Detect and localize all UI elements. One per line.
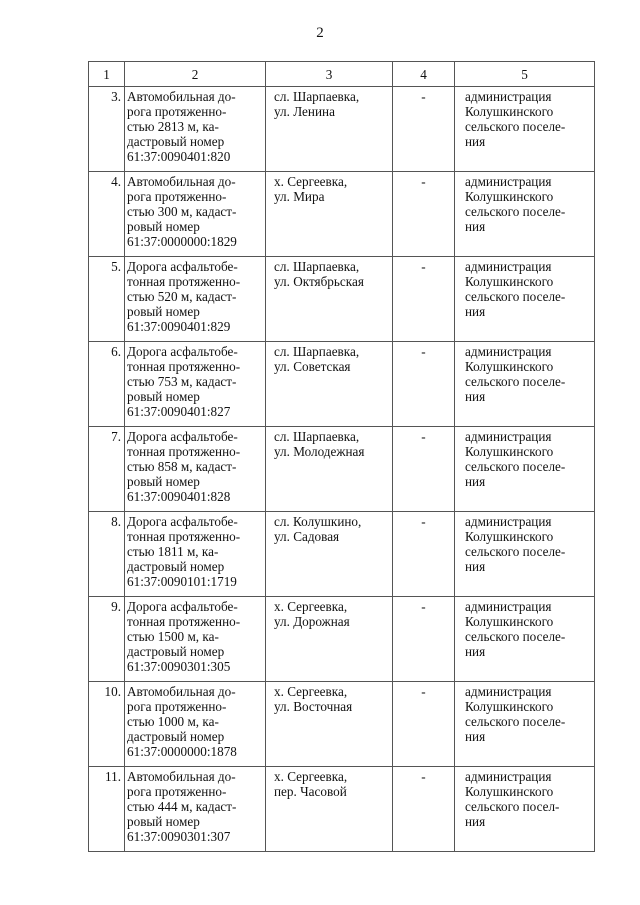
- owner: [455, 767, 595, 852]
- address-line: сл. Шарпаевка,: [274, 259, 360, 274]
- address-line: ул. Октябрьская: [274, 274, 364, 289]
- road-description: [125, 597, 266, 682]
- table-row: [89, 597, 595, 682]
- owner-line: администрация: [465, 769, 552, 784]
- address-line: ул. Восточная: [274, 699, 353, 714]
- description-line: ровый номер: [127, 389, 200, 404]
- table-row: [89, 172, 595, 257]
- description-line: ровый номер: [127, 814, 200, 829]
- description-line: Дорога асфальтобе-: [127, 599, 238, 614]
- description-line: рога протяженно-: [127, 104, 227, 119]
- description-line: Автомобильная до-: [127, 89, 236, 104]
- owner-line: администрация: [465, 344, 552, 359]
- owner: [455, 682, 595, 767]
- owner: [455, 257, 595, 342]
- table-body: [89, 87, 595, 852]
- owner: [455, 512, 595, 597]
- owner-line: сельского поселе-: [465, 119, 566, 134]
- header-col-3: 3: [266, 62, 393, 87]
- row-number: 6.: [89, 342, 125, 427]
- description-line: 61:37:0000000:1829: [127, 234, 237, 249]
- road-description: [125, 767, 266, 852]
- header-col-1: 1: [89, 62, 125, 87]
- description-line: тонная протяженно-: [127, 274, 241, 289]
- description-line: рога протяженно-: [127, 189, 227, 204]
- address-line: сл. Колушкино,: [274, 514, 362, 529]
- owner-line: сельского поселе-: [465, 204, 566, 219]
- description-line: Автомобильная до-: [127, 174, 236, 189]
- address-line: ул. Молодежная: [274, 444, 365, 459]
- owner-line: ния: [465, 134, 486, 149]
- description-line: 61:37:0090101:1719: [127, 574, 237, 589]
- description-line: дастровый номер: [127, 644, 225, 659]
- column-4-value: -: [393, 682, 455, 767]
- description-line: стью 444 м, кадаст-: [127, 799, 237, 814]
- description-line: дастровый номер: [127, 729, 225, 744]
- row-number: 9.: [89, 597, 125, 682]
- description-line: стью 520 м, кадаст-: [127, 289, 237, 304]
- description-line: стью 753 м, кадаст-: [127, 374, 237, 389]
- owner-line: администрация: [465, 514, 552, 529]
- column-4-value: -: [393, 172, 455, 257]
- owner-line: ния: [465, 474, 486, 489]
- description-line: тонная протяженно-: [127, 444, 241, 459]
- road-address: [266, 427, 393, 512]
- description-line: 61:37:0090401:820: [127, 149, 231, 164]
- address-line: ул. Дорожная: [274, 614, 350, 629]
- address-line: ул. Садовая: [274, 529, 340, 544]
- road-address: [266, 682, 393, 767]
- address-line: пер. Часовой: [274, 784, 347, 799]
- address-line: х. Сергеевка,: [274, 684, 348, 699]
- address-line: сл. Шарпаевка,: [274, 89, 360, 104]
- address-line: х. Сергеевка,: [274, 599, 348, 614]
- road-address: [266, 172, 393, 257]
- owner-line: Колушкинского: [465, 614, 554, 629]
- owner-line: сельского поселе-: [465, 289, 566, 304]
- owner-line: Колушкинского: [465, 529, 554, 544]
- table-row: [89, 682, 595, 767]
- owner-line: администрация: [465, 89, 552, 104]
- owner: [455, 597, 595, 682]
- column-4-value: -: [393, 427, 455, 512]
- owner-line: Колушкинского: [465, 189, 554, 204]
- header-col-4: 4: [393, 62, 455, 87]
- road-description: [125, 682, 266, 767]
- owner: [455, 87, 595, 172]
- row-number: 10.: [89, 682, 125, 767]
- description-line: дастровый номер: [127, 134, 225, 149]
- column-4-value: -: [393, 767, 455, 852]
- description-line: стью 858 м, кадаст-: [127, 459, 237, 474]
- road-address: [266, 257, 393, 342]
- column-4-value: -: [393, 342, 455, 427]
- road-description: [125, 87, 266, 172]
- header-col-5: 5: [455, 62, 595, 87]
- owner-line: сельского поселе-: [465, 374, 566, 389]
- description-line: тонная протяженно-: [127, 359, 241, 374]
- owner-line: ния: [465, 729, 486, 744]
- table-row: [89, 767, 595, 852]
- description-line: Дорога асфальтобе-: [127, 344, 238, 359]
- row-number: 11.: [89, 767, 125, 852]
- owner-line: сельского поселе-: [465, 459, 566, 474]
- header-col-2: 2: [125, 62, 266, 87]
- column-4-value: -: [393, 512, 455, 597]
- description-line: 61:37:0090301:305: [127, 659, 231, 674]
- owner: [455, 172, 595, 257]
- road-address: [266, 597, 393, 682]
- description-line: рога протяженно-: [127, 699, 227, 714]
- road-address: [266, 512, 393, 597]
- description-line: 61:37:0090301:307: [127, 829, 231, 844]
- description-line: Дорога асфальтобе-: [127, 259, 238, 274]
- description-line: Автомобильная до-: [127, 684, 236, 699]
- address-line: сл. Шарпаевка,: [274, 429, 360, 444]
- owner-line: администрация: [465, 259, 552, 274]
- owner-line: Колушкинского: [465, 444, 554, 459]
- owner-line: администрация: [465, 174, 552, 189]
- description-line: стью 1811 м, ка-: [127, 544, 219, 559]
- road-address: [266, 342, 393, 427]
- owner-line: Колушкинского: [465, 274, 554, 289]
- owner-line: Колушкинского: [465, 104, 554, 119]
- owner-line: ния: [465, 304, 486, 319]
- owner-line: ния: [465, 389, 486, 404]
- column-4-value: -: [393, 87, 455, 172]
- page-number: 2: [316, 25, 324, 41]
- address-line: х. Сергеевка,: [274, 174, 348, 189]
- column-4-value: -: [393, 257, 455, 342]
- owner-line: Колушкинского: [465, 359, 554, 374]
- description-line: Автомобильная до-: [127, 769, 236, 784]
- road-description: [125, 512, 266, 597]
- row-number: 8.: [89, 512, 125, 597]
- owner-line: ния: [465, 559, 486, 574]
- owner-line: администрация: [465, 684, 552, 699]
- description-line: Дорога асфальтобе-: [127, 514, 238, 529]
- description-line: 61:37:0090401:829: [127, 319, 231, 334]
- road-address: [266, 87, 393, 172]
- owner-line: сельского посел-: [465, 799, 560, 814]
- row-number: 3.: [89, 87, 125, 172]
- address-line: ул. Мира: [274, 189, 325, 204]
- road-address: [266, 767, 393, 852]
- owner-line: ния: [465, 219, 486, 234]
- owner-line: ния: [465, 814, 486, 829]
- description-line: 61:37:0090401:828: [127, 489, 231, 504]
- row-number: 5.: [89, 257, 125, 342]
- column-4-value: -: [393, 597, 455, 682]
- owner-line: Колушкинского: [465, 699, 554, 714]
- description-line: стью 1000 м, ка-: [127, 714, 219, 729]
- description-line: стью 1500 м, ка-: [127, 629, 219, 644]
- table-row: [89, 342, 595, 427]
- owner: [455, 342, 595, 427]
- description-line: ровый номер: [127, 219, 200, 234]
- description-line: ровый номер: [127, 474, 200, 489]
- owner-line: сельского поселе-: [465, 544, 566, 559]
- header-row: [89, 62, 595, 87]
- owner-line: администрация: [465, 429, 552, 444]
- road-description: [125, 342, 266, 427]
- description-line: стью 2813 м, ка-: [127, 119, 219, 134]
- table-row: [89, 512, 595, 597]
- row-number: 7.: [89, 427, 125, 512]
- description-line: тонная протяженно-: [127, 614, 241, 629]
- table-row: [89, 87, 595, 172]
- description-line: 61:37:0090401:827: [127, 404, 231, 419]
- address-line: ул. Ленина: [274, 104, 335, 119]
- address-line: ул. Советская: [274, 359, 351, 374]
- owner-line: сельского поселе-: [465, 714, 566, 729]
- owner-line: администрация: [465, 599, 552, 614]
- owner-line: ния: [465, 644, 486, 659]
- owner-line: сельского поселе-: [465, 629, 566, 644]
- description-line: тонная протяженно-: [127, 529, 241, 544]
- address-line: х. Сергеевка,: [274, 769, 348, 784]
- description-line: дастровый номер: [127, 559, 225, 574]
- description-line: ровый номер: [127, 304, 200, 319]
- description-line: 61:37:0000000:1878: [127, 744, 237, 759]
- road-description: [125, 257, 266, 342]
- owner: [455, 427, 595, 512]
- property-table: [88, 61, 595, 852]
- road-description: [125, 172, 266, 257]
- table-row: [89, 257, 595, 342]
- description-line: Дорога асфальтобе-: [127, 429, 238, 444]
- owner-line: Колушкинского: [465, 784, 554, 799]
- table-row: [89, 427, 595, 512]
- description-line: стью 300 м, кадаст-: [127, 204, 237, 219]
- row-number: 4.: [89, 172, 125, 257]
- description-line: рога протяженно-: [127, 784, 227, 799]
- road-description: [125, 427, 266, 512]
- address-line: сл. Шарпаевка,: [274, 344, 360, 359]
